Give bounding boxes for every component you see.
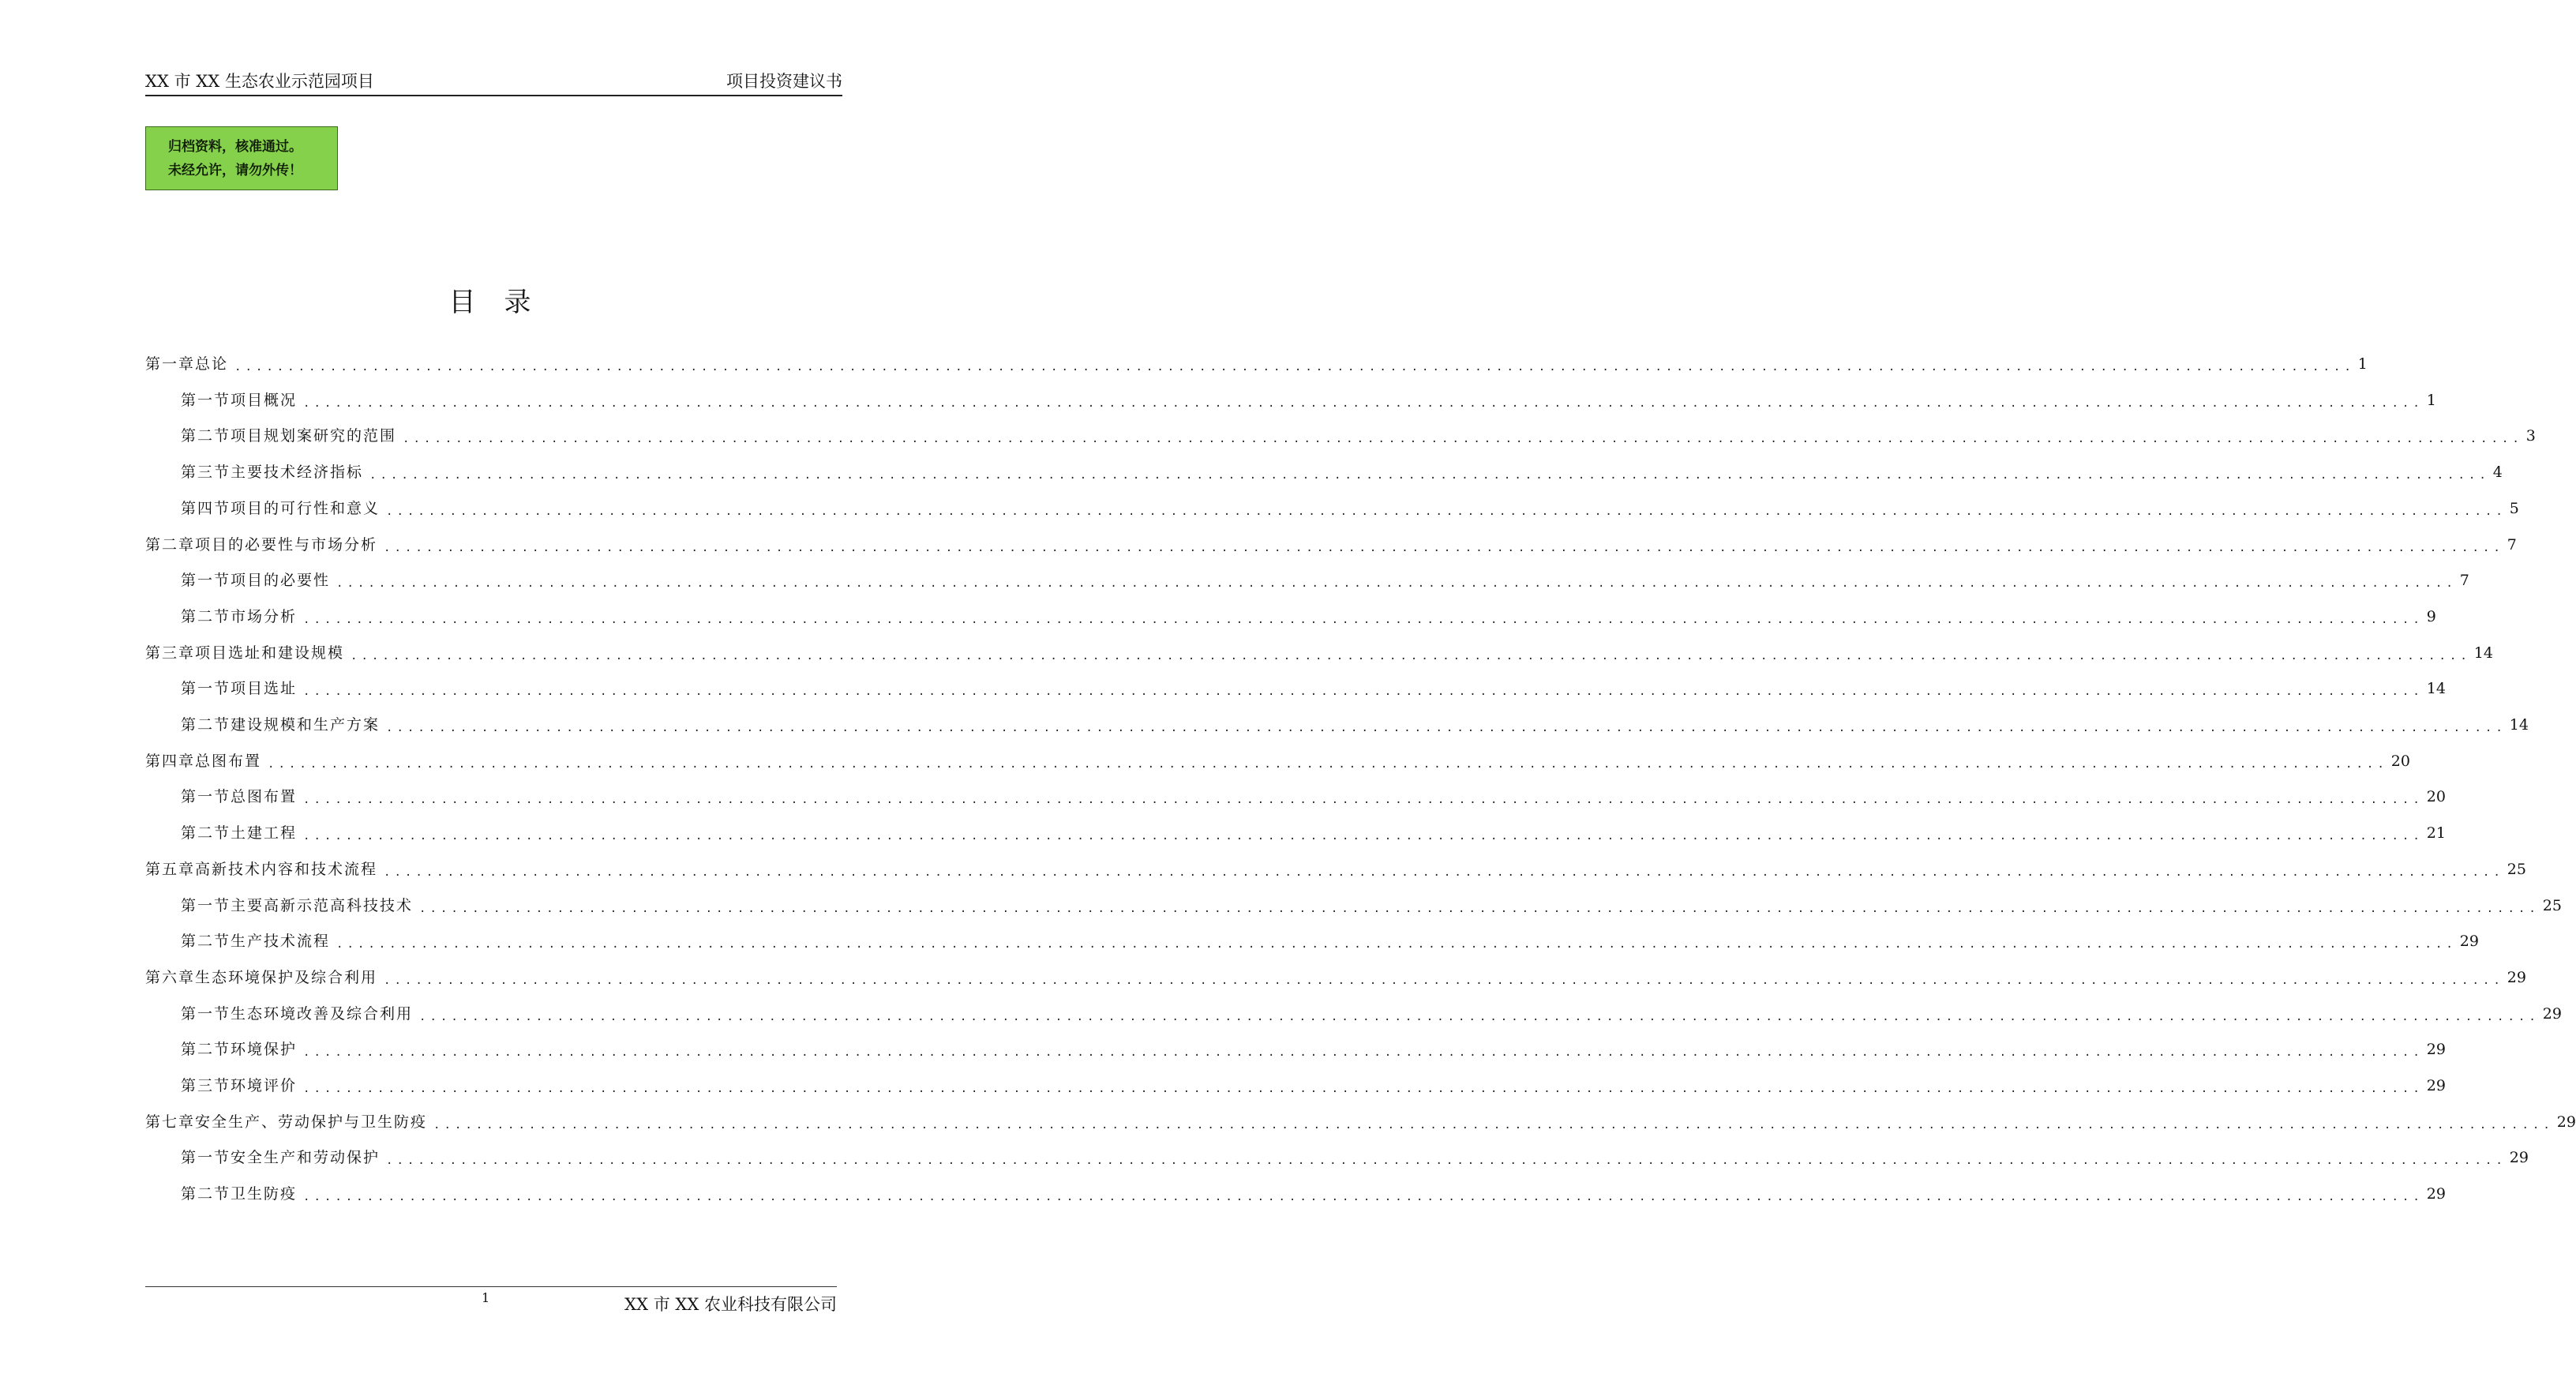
toc-entry-page: 1 [2426, 392, 2436, 409]
toc-dot-leader: ........................................................................................................................................................................................................ [303, 1046, 2424, 1059]
toc-entry-label: 第二节 [181, 716, 231, 734]
toc-section-entry[interactable] [181, 894, 2562, 918]
toc-dot-leader: ........................................................................................................................................................................................................ [433, 1119, 2554, 1132]
toc-title: 目录 [448, 287, 560, 318]
toc-dot-leader: ........................................................................................................................................................................................................ [384, 974, 2504, 987]
toc-entry-title: 环境保护 [231, 1041, 298, 1058]
toc-entry-page: 9 [2426, 608, 2436, 625]
toc-dot-leader: ........................................................................................................................................................................................................ [419, 1011, 2540, 1023]
toc-entry-title: 主要技术经济指标 [231, 464, 364, 481]
toc-entry-title: 土建工程 [231, 824, 298, 842]
toc-entry-page: 29 [2507, 969, 2526, 986]
toc-entry-label: 第一节 [181, 1149, 231, 1166]
toc-section-entry[interactable] [181, 605, 2436, 629]
toc-dot-leader: ........................................................................................................................................................................................................ [419, 903, 2540, 915]
toc-entry-title: 安全生产和劳动保护 [231, 1149, 381, 1166]
toc-entry-page: 20 [2390, 753, 2410, 770]
footer-rule [145, 1286, 837, 1287]
toc-entry-label: 第一节 [181, 897, 231, 914]
toc-section-entry[interactable] [181, 424, 2536, 448]
toc-entry-title: 项目选址 [231, 680, 298, 697]
toc-dot-leader: ........................................................................................................................................................................................................ [386, 1154, 2507, 1167]
toc-section-entry[interactable] [181, 460, 2503, 484]
toc-entry-label: 第一节 [181, 680, 231, 697]
toc-dot-leader: ........................................................................................................................................................................................................ [303, 794, 2424, 806]
toc-entry-label: 第一节 [181, 1005, 231, 1023]
toc-entry-page: 3 [2525, 427, 2536, 445]
toc-dot-leader: ........................................................................................................................................................................................................ [303, 830, 2424, 843]
toc-entry-page: 29 [2426, 1041, 2446, 1058]
page-header [145, 68, 842, 96]
toc-entry-label: 第一节 [181, 392, 231, 409]
toc-chapter-entry[interactable] [145, 1110, 2576, 1134]
toc-dot-leader: ........................................................................................................................................................................................................ [234, 361, 2355, 373]
toc-entry-page: 1 [2357, 355, 2368, 373]
toc-entry-label: 第三节 [181, 464, 231, 481]
footer-page-number: 1 [482, 1290, 490, 1305]
toc-entry-title: 生态环境改善及综合利用 [231, 1005, 414, 1023]
toc-chapter-entry[interactable] [145, 749, 2410, 773]
toc-entry-page: 20 [2426, 788, 2446, 805]
toc-chapter-entry[interactable] [145, 641, 2493, 665]
toc-section-entry[interactable] [181, 569, 2469, 592]
toc-dot-leader: ........................................................................................................................................................................................................ [384, 866, 2504, 879]
toc-entry-page: 25 [2542, 897, 2562, 914]
toc-dot-leader: ........................................................................................................................................................................................................ [303, 1191, 2424, 1203]
header-document-type: 项目投资建议书 [726, 72, 842, 91]
toc-entry-title: 安全生产、劳动保护与卫生防疫 [195, 1113, 428, 1131]
toc-chapter-entry[interactable] [145, 966, 2526, 989]
toc-entry-label: 第二节 [181, 608, 231, 625]
toc-section-entry[interactable] [181, 821, 2446, 845]
toc-entry-title: 项目规划案研究的范围 [231, 427, 397, 445]
toc-entry-title: 项目的必要性与市场分析 [195, 536, 378, 554]
header-project-title: XX 市 XX 生态农业示范园项目 [145, 72, 374, 91]
toc-section-entry[interactable] [181, 1074, 2446, 1098]
toc-section-entry[interactable] [181, 929, 2479, 953]
toc-entry-page: 25 [2507, 861, 2526, 878]
toc-entry-page: 29 [2459, 933, 2479, 950]
toc-entry-label: 第五章 [145, 861, 196, 878]
toc-dot-leader: ........................................................................................................................................................................................................ [336, 577, 2457, 590]
toc-entry-label: 第二章 [145, 536, 196, 554]
toc-section-entry[interactable] [181, 677, 2446, 700]
toc-dot-leader: ........................................................................................................................................................................................................ [303, 614, 2424, 626]
toc-dot-leader: ........................................................................................................................................................................................................ [336, 938, 2457, 951]
toc-entry-page: 29 [2426, 1077, 2446, 1094]
toc-entry-page: 29 [2542, 1005, 2562, 1023]
toc-entry-title: 总论 [195, 355, 229, 373]
toc-entry-label: 第一节 [181, 572, 231, 589]
toc-entry-title: 主要高新示范高科技技术 [231, 897, 414, 914]
toc-entry-label: 第二节 [181, 427, 231, 445]
toc-entry-page: 7 [2459, 572, 2469, 589]
toc-dot-leader: ........................................................................................................................................................................................................ [351, 650, 2471, 662]
toc-entry-title: 项目概况 [231, 392, 298, 409]
toc-entry-title: 项目选址和建设规模 [195, 644, 345, 662]
footer-company: XX 市 XX 农业科技有限公司 [624, 1295, 837, 1314]
toc-entry-title: 建设规模和生产方案 [231, 716, 381, 734]
toc-entry-label: 第四章 [145, 753, 196, 770]
toc-section-entry[interactable] [181, 497, 2519, 520]
toc-entry-page: 14 [2509, 716, 2529, 734]
toc-entry-label: 第二节 [181, 933, 231, 950]
toc-entry-label: 第三节 [181, 1077, 231, 1094]
archive-stamp [145, 126, 338, 190]
toc-entry-page: 29 [2426, 1185, 2446, 1203]
toc-dot-leader: ........................................................................................................................................................................................................ [303, 397, 2424, 410]
toc-entry-page: 29 [2509, 1149, 2529, 1166]
toc-section-entry[interactable] [181, 1038, 2446, 1061]
toc-entry-title: 总图布置 [231, 788, 298, 805]
toc-section-entry[interactable] [181, 388, 2436, 412]
toc-section-entry[interactable] [181, 785, 2446, 809]
toc-entry-title: 高新技术内容和技术流程 [195, 861, 378, 878]
stamp-line-1: 归档资料，核准通过。 [168, 139, 302, 155]
toc-entry-page: 14 [2473, 644, 2493, 662]
toc-entry-title: 项目的可行性和意义 [231, 500, 381, 517]
toc-dot-leader: ........................................................................................................................................................................................................ [403, 433, 2523, 445]
toc-entry-page: 4 [2492, 464, 2503, 481]
toc-entry-title: 项目的必要性 [231, 572, 331, 589]
toc-entry-title: 生产技术流程 [231, 933, 331, 950]
toc-chapter-entry[interactable] [145, 858, 2526, 881]
toc-entry-label: 第三章 [145, 644, 196, 662]
toc-entry-label: 第六章 [145, 969, 196, 986]
toc-dot-leader: ........................................................................................................................................................................................................ [303, 1083, 2424, 1095]
toc-entry-label: 第四节 [181, 500, 231, 517]
toc-dot-leader: ........................................................................................................................................................................................................ [384, 542, 2504, 554]
toc-entry-title: 环境评价 [231, 1077, 298, 1094]
toc-entry-title: 总图布置 [195, 753, 262, 770]
toc-entry-title: 市场分析 [231, 608, 298, 625]
toc-entry-page: 14 [2426, 680, 2446, 697]
toc-dot-leader: ........................................................................................................................................................................................................ [369, 469, 2490, 482]
toc-entry-title: 生态环境保护及综合利用 [195, 969, 378, 986]
stamp-line-2: 未经允许，请勿外传！ [168, 163, 302, 178]
toc-dot-leader: ........................................................................................................................................................................................................ [303, 685, 2424, 698]
toc-chapter-entry[interactable] [145, 533, 2517, 557]
toc-dot-leader: ........................................................................................................................................................................................................ [268, 758, 2388, 771]
toc-entry-page: 5 [2509, 500, 2519, 517]
toc-entry-label: 第一节 [181, 788, 231, 805]
toc-section-entry[interactable] [181, 1182, 2446, 1206]
toc-entry-page: 29 [2556, 1113, 2576, 1131]
toc-entry-label: 第二节 [181, 1185, 231, 1203]
toc-dot-leader: ........................................................................................................................................................................................................ [386, 722, 2507, 734]
toc-entry-page: 7 [2507, 536, 2517, 554]
toc-entry-label: 第七章 [145, 1113, 196, 1131]
toc-chapter-entry[interactable] [145, 352, 2368, 376]
toc-dot-leader: ........................................................................................................................................................................................................ [386, 505, 2507, 518]
toc-entry-label: 第二节 [181, 1041, 231, 1058]
toc-entry-label: 第一章 [145, 355, 196, 373]
toc-section-entry[interactable] [181, 713, 2529, 737]
toc-entry-label: 第二节 [181, 824, 231, 842]
toc-section-entry[interactable] [181, 1002, 2562, 1026]
toc-entry-title: 卫生防疫 [231, 1185, 298, 1203]
toc-section-entry[interactable] [181, 1146, 2529, 1169]
toc-entry-page: 21 [2426, 824, 2446, 842]
